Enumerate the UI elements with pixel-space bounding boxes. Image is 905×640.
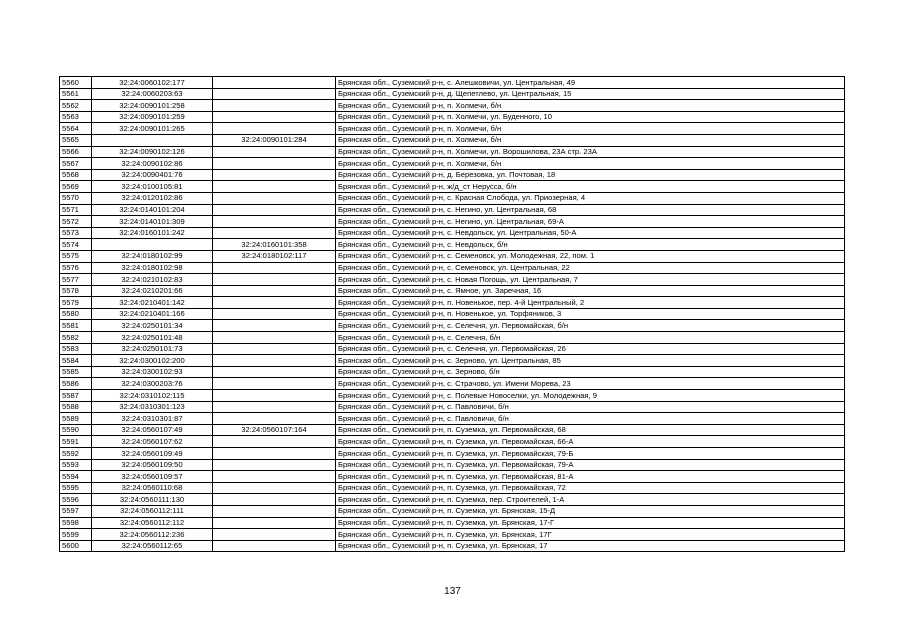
row-number-cell: 5587: [60, 390, 92, 402]
row-number-cell: 5586: [60, 378, 92, 390]
cadastral-number-cell: 32:24:0210201:66: [92, 285, 213, 297]
address-cell: Брянская обл., Суземский р-н, п. Суземка, ул. Первомайская, 81-А: [336, 471, 845, 483]
cadastral-number-cell: 32:24:0560111:130: [92, 494, 213, 506]
secondary-cadastral-number-cell: [213, 227, 336, 239]
row-number-cell: 5577: [60, 274, 92, 286]
cadastral-number-cell: [92, 239, 213, 251]
cadastral-number-cell: 32:24:0180102:99: [92, 250, 213, 262]
cadastral-number-cell: 32:24:0090101:258: [92, 100, 213, 112]
address-cell: Брянская обл., Суземский р-н, п. Суземка, ул. Первомайская, 68: [336, 424, 845, 436]
cadastral-number-cell: 32:24:0250101:73: [92, 343, 213, 355]
cadastral-number-cell: 32:24:0300102:93: [92, 366, 213, 378]
cadastral-number-cell: 32:24:0310301:87: [92, 413, 213, 425]
table-row: [60, 529, 845, 541]
address-cell: Брянская обл., Суземский р-н, п. Новенькое, ул. Торфяников, 3: [336, 308, 845, 320]
row-number-cell: 5588: [60, 401, 92, 413]
row-number-cell: 5560: [60, 77, 92, 89]
secondary-cadastral-number-cell: [213, 413, 336, 425]
secondary-cadastral-number-cell: [213, 494, 336, 506]
cadastral-number-cell: 32:24:0210401:142: [92, 297, 213, 309]
secondary-cadastral-number-cell: [213, 100, 336, 112]
secondary-cadastral-number-cell: [213, 111, 336, 123]
secondary-cadastral-number-cell: [213, 181, 336, 193]
secondary-cadastral-number-cell: [213, 262, 336, 274]
address-cell: Брянская обл., Суземский р-н, п. Суземка, ул. Первомайская, 79-Б: [336, 448, 845, 460]
secondary-cadastral-number-cell: [213, 459, 336, 471]
secondary-cadastral-number-cell: [213, 77, 336, 89]
address-cell: Брянская обл., Суземский р-н, п. Суземка, ул. Первомайская, 66-А: [336, 436, 845, 448]
table-row: [60, 216, 845, 228]
table-row: [60, 274, 845, 286]
secondary-cadastral-number-cell: [213, 274, 336, 286]
secondary-cadastral-number-cell: [213, 390, 336, 402]
secondary-cadastral-number-cell: [213, 471, 336, 483]
secondary-cadastral-number-cell: 32:24:0090101:284: [213, 134, 336, 146]
table-row: [60, 227, 845, 239]
row-number-cell: 5599: [60, 529, 92, 541]
row-number-cell: 5562: [60, 100, 92, 112]
address-cell: Брянская обл., Суземский р-н, п. Суземка, ул. Первомайская, 79-А: [336, 459, 845, 471]
row-number-cell: 5594: [60, 471, 92, 483]
cadastral-number-cell: 32:24:0560112:236: [92, 529, 213, 541]
address-cell: Брянская обл., Суземский р-н, п. Холмечи, б/н: [336, 134, 845, 146]
secondary-cadastral-number-cell: [213, 366, 336, 378]
table-row: [60, 424, 845, 436]
cadastral-number-cell: 32:24:0560107:62: [92, 436, 213, 448]
row-number-cell: 5573: [60, 227, 92, 239]
row-number-cell: 5580: [60, 308, 92, 320]
address-cell: Брянская обл., Суземский р-н, с. Зерново, ул. Центральная, 85: [336, 355, 845, 367]
row-number-cell: 5569: [60, 181, 92, 193]
table-row: [60, 355, 845, 367]
address-cell: Брянская обл., Суземский р-н, с. Красная Слобода, ул. Приозерная, 4: [336, 192, 845, 204]
cadastral-number-cell: 32:24:0560112:112: [92, 517, 213, 529]
table-row: [60, 239, 845, 251]
secondary-cadastral-number-cell: [213, 436, 336, 448]
secondary-cadastral-number-cell: [213, 308, 336, 320]
row-number-cell: 5583: [60, 343, 92, 355]
secondary-cadastral-number-cell: [213, 448, 336, 460]
table-row: [60, 134, 845, 146]
secondary-cadastral-number-cell: [213, 482, 336, 494]
table-row: [60, 517, 845, 529]
cadastral-number-cell: 32:24:0140101:309: [92, 216, 213, 228]
table-row: [60, 401, 845, 413]
row-number-cell: 5561: [60, 88, 92, 100]
address-cell: Брянская обл., Суземский р-н, с. Невдольск, ул. Центральная, 50-А: [336, 227, 845, 239]
secondary-cadastral-number-cell: [213, 204, 336, 216]
cadastral-number-cell: 32:24:0560112:111: [92, 505, 213, 517]
address-cell: Брянская обл., Суземский р-н, с. Невдольск, б/н: [336, 239, 845, 251]
address-cell: Брянская обл., Суземский р-н, с. Зерново, б/н: [336, 366, 845, 378]
address-cell: Брянская обл., Суземский р-н, с. Семеновск, ул. Молодежная, 22, пом. 1: [336, 250, 845, 262]
address-cell: Брянская обл., Суземский р-н, с. Павловичи, б/н: [336, 413, 845, 425]
cadastral-number-cell: 32:24:0090102:126: [92, 146, 213, 158]
table-row: [60, 111, 845, 123]
address-cell: Брянская обл., Суземский р-н, п. Суземка, ул. Первомайская, 72: [336, 482, 845, 494]
table-row: [60, 192, 845, 204]
table-row: [60, 262, 845, 274]
secondary-cadastral-number-cell: [213, 88, 336, 100]
cadastral-number-cell: 32:24:0250101:48: [92, 332, 213, 344]
row-number-cell: 5584: [60, 355, 92, 367]
secondary-cadastral-number-cell: [213, 401, 336, 413]
secondary-cadastral-number-cell: [213, 192, 336, 204]
cadastral-number-cell: 32:24:0160101:242: [92, 227, 213, 239]
row-number-cell: 5566: [60, 146, 92, 158]
address-cell: Брянская обл., Суземский р-н, п. Новенькое, пер. 4-й Центральный, 2: [336, 297, 845, 309]
cadastral-number-cell: 32:24:0300203:76: [92, 378, 213, 390]
table-row: [60, 436, 845, 448]
address-cell: Брянская обл., Суземский р-н, д. Березовка, ул. Почтовая, 18: [336, 169, 845, 181]
cadastral-number-cell: 32:24:0560107:49: [92, 424, 213, 436]
table-row: [60, 366, 845, 378]
address-cell: Брянская обл., Суземский р-н, ж/д_ст Неруссa, б/н: [336, 181, 845, 193]
table-row: [60, 250, 845, 262]
row-number-cell: 5572: [60, 216, 92, 228]
secondary-cadastral-number-cell: [213, 378, 336, 390]
row-number-cell: 5564: [60, 123, 92, 135]
cadastral-number-cell: 32:24:0560109:49: [92, 448, 213, 460]
row-number-cell: 5567: [60, 158, 92, 170]
secondary-cadastral-number-cell: [213, 158, 336, 170]
address-cell: Брянская обл., Суземский р-н, с. Семеновск, ул. Центральная, 22: [336, 262, 845, 274]
address-cell: Брянская обл., Суземский р-н, с. Селечня, ул. Первомайская, 26: [336, 343, 845, 355]
address-cell: Брянская обл., Суземский р-н, с. Ямное, ул. Заречная, 16: [336, 285, 845, 297]
cadastral-number-cell: 32:24:0090101:265: [92, 123, 213, 135]
cadastral-number-cell: 32:24:0180102:98: [92, 262, 213, 274]
secondary-cadastral-number-cell: 32:24:0160101:358: [213, 239, 336, 251]
table-row: [60, 308, 845, 320]
address-cell: Брянская обл., Суземский р-н, с. Полевые Новоселки, ул. Молодежная, 9: [336, 390, 845, 402]
cadastral-number-cell: 32:24:0100105:81: [92, 181, 213, 193]
secondary-cadastral-number-cell: [213, 297, 336, 309]
row-number-cell: 5581: [60, 320, 92, 332]
address-cell: Брянская обл., Суземский р-н, п. Суземка, пер. Строителей, 1-А: [336, 494, 845, 506]
row-number-cell: 5571: [60, 204, 92, 216]
cadastral-number-cell: 32:24:0060203:63: [92, 88, 213, 100]
secondary-cadastral-number-cell: [213, 517, 336, 529]
address-cell: Брянская обл., Суземский р-н, с. Негино, ул. Центральная, 68: [336, 204, 845, 216]
row-number-cell: 5579: [60, 297, 92, 309]
cadastral-number-cell: 32:24:0560112:65: [92, 540, 213, 552]
row-number-cell: 5576: [60, 262, 92, 274]
row-number-cell: 5570: [60, 192, 92, 204]
secondary-cadastral-number-cell: 32:24:0180102:117: [213, 250, 336, 262]
row-number-cell: 5575: [60, 250, 92, 262]
address-cell: Брянская обл., Суземский р-н, п. Суземка, ул. Брянская, 17: [336, 540, 845, 552]
table-row: [60, 146, 845, 158]
secondary-cadastral-number-cell: [213, 505, 336, 517]
row-number-cell: 5563: [60, 111, 92, 123]
table-row: [60, 378, 845, 390]
row-number-cell: 5591: [60, 436, 92, 448]
table-row: [60, 123, 845, 135]
row-number-cell: 5600: [60, 540, 92, 552]
address-cell: Брянская обл., Суземский р-н, с. Павловичи, б/н: [336, 401, 845, 413]
address-cell: Брянская обл., Суземский р-н, п. Холмечи, ул. Ворошилова, 23А стр. 23А: [336, 146, 845, 158]
address-cell: Брянская обл., Суземский р-н, п. Холмечи, ул. Буденного, 10: [336, 111, 845, 123]
table-row: [60, 297, 845, 309]
row-number-cell: 5597: [60, 505, 92, 517]
row-number-cell: 5595: [60, 482, 92, 494]
table-row: [60, 158, 845, 170]
row-number-cell: 5574: [60, 239, 92, 251]
cadastral-number-cell: 32:24:0120102:86: [92, 192, 213, 204]
row-number-cell: 5598: [60, 517, 92, 529]
table-row: [60, 413, 845, 425]
page-number: 137: [444, 586, 461, 597]
table-row: [60, 88, 845, 100]
secondary-cadastral-number-cell: [213, 123, 336, 135]
secondary-cadastral-number-cell: [213, 529, 336, 541]
address-cell: Брянская обл., Суземский р-н, п. Суземка, ул. Брянская, 17-Г: [336, 517, 845, 529]
cadastral-number-cell: 32:24:0090401:76: [92, 169, 213, 181]
row-number-cell: 5592: [60, 448, 92, 460]
table-row: [60, 320, 845, 332]
address-cell: Брянская обл., Суземский р-н, п. Суземка, ул. Брянская, 17Г: [336, 529, 845, 541]
table-row: [60, 540, 845, 552]
cadastral-number-cell: 32:24:0060102:177: [92, 77, 213, 89]
secondary-cadastral-number-cell: [213, 332, 336, 344]
cadastral-number-cell: 32:24:0300102:200: [92, 355, 213, 367]
cadastral-number-cell: 32:24:0310301:123: [92, 401, 213, 413]
cadastral-number-cell: 32:24:0560109:57: [92, 471, 213, 483]
cadastral-number-cell: 32:24:0310102:115: [92, 390, 213, 402]
address-cell: Брянская обл., Суземский р-н, с. Алешковичи, ул. Центральная, 49: [336, 77, 845, 89]
row-number-cell: 5589: [60, 413, 92, 425]
address-cell: Брянская обл., Суземский р-н, с. Негино, ул. Центральная, 69-А: [336, 216, 845, 228]
address-cell: Брянская обл., Суземский р-н, п. Холмечи, б/н: [336, 158, 845, 170]
table-row: [60, 77, 845, 89]
secondary-cadastral-number-cell: [213, 343, 336, 355]
cadastral-number-cell: 32:24:0090102:86: [92, 158, 213, 170]
table-row: [60, 332, 845, 344]
cadastral-number-cell: 32:24:0210102:83: [92, 274, 213, 286]
row-number-cell: 5585: [60, 366, 92, 378]
secondary-cadastral-number-cell: [213, 216, 336, 228]
table-row: [60, 482, 845, 494]
table-row: [60, 100, 845, 112]
table-row: [60, 505, 845, 517]
row-number-cell: 5590: [60, 424, 92, 436]
table-row: [60, 343, 845, 355]
cadastral-number-cell: 32:24:0560109:50: [92, 459, 213, 471]
row-number-cell: 5593: [60, 459, 92, 471]
address-cell: Брянская обл., Суземский р-н, п. Суземка, ул. Брянская, 15-Д: [336, 505, 845, 517]
address-cell: Брянская обл., Суземский р-н, с. Селечня, ул. Первомайская, б/н: [336, 320, 845, 332]
secondary-cadastral-number-cell: [213, 285, 336, 297]
cadastral-number-cell: 32:24:0090101:259: [92, 111, 213, 123]
secondary-cadastral-number-cell: [213, 320, 336, 332]
cadastral-number-cell: 32:24:0560110:68: [92, 482, 213, 494]
secondary-cadastral-number-cell: [213, 169, 336, 181]
table-row: [60, 448, 845, 460]
table-row: [60, 169, 845, 181]
cadastral-number-cell: 32:24:0140101:204: [92, 204, 213, 216]
cadastral-number-cell: 32:24:0250101:34: [92, 320, 213, 332]
row-number-cell: 5582: [60, 332, 92, 344]
secondary-cadastral-number-cell: 32:24:0560107:164: [213, 424, 336, 436]
secondary-cadastral-number-cell: [213, 540, 336, 552]
row-number-cell: 5568: [60, 169, 92, 181]
table-row: [60, 285, 845, 297]
property-table-body: [60, 77, 845, 552]
address-cell: Брянская обл., Суземский р-н, п. Холмечи, б/н: [336, 100, 845, 112]
secondary-cadastral-number-cell: [213, 355, 336, 367]
table-row: [60, 204, 845, 216]
property-table: [59, 76, 845, 552]
row-number-cell: 5596: [60, 494, 92, 506]
cadastral-number-cell: 32:24:0210401:166: [92, 308, 213, 320]
table-row: [60, 390, 845, 402]
address-cell: Брянская обл., Суземский р-н, д. Щепетлево, ул. Центральная, 15: [336, 88, 845, 100]
address-cell: Брянская обл., Суземский р-н, п. Холмечи, б/н: [336, 123, 845, 135]
address-cell: Брянская обл., Суземский р-н, с. Селечня, б/н: [336, 332, 845, 344]
table-row: [60, 494, 845, 506]
address-cell: Брянская обл., Суземский р-н, с. Страчово, ул. Имени Морева, 23: [336, 378, 845, 390]
table-row: [60, 181, 845, 193]
address-cell: Брянская обл., Суземский р-н, с. Новая Погощь, ул. Центральная, 7: [336, 274, 845, 286]
row-number-cell: 5578: [60, 285, 92, 297]
cadastral-number-cell: [92, 134, 213, 146]
table-row: [60, 471, 845, 483]
table-row: [60, 459, 845, 471]
row-number-cell: 5565: [60, 134, 92, 146]
secondary-cadastral-number-cell: [213, 146, 336, 158]
